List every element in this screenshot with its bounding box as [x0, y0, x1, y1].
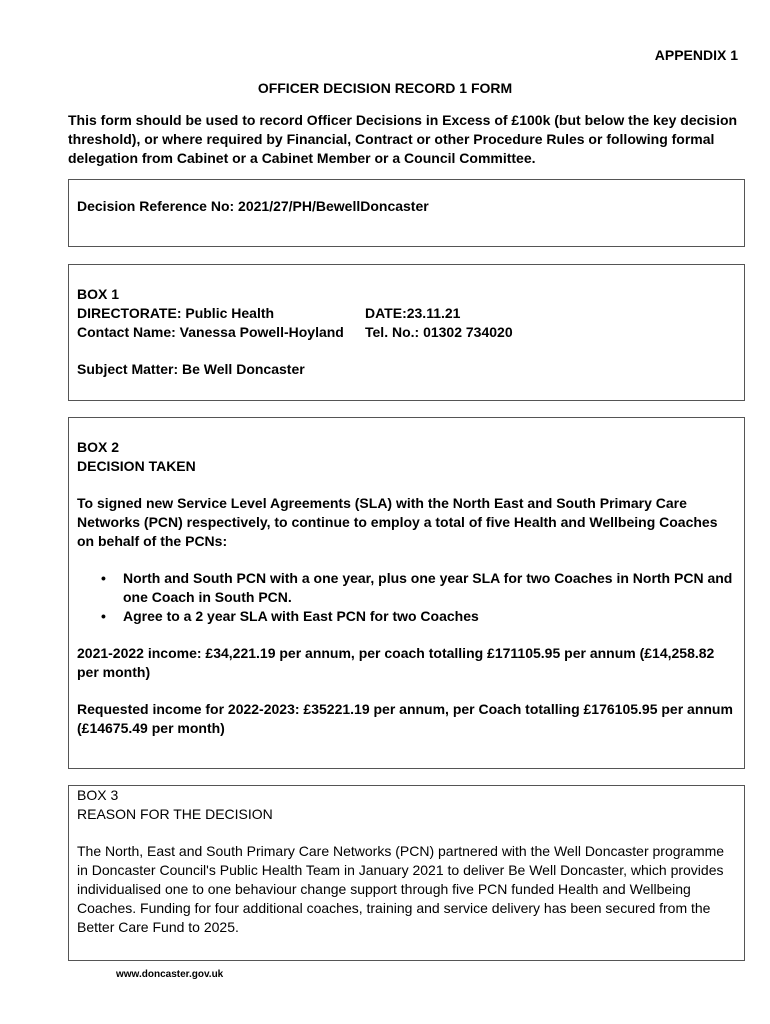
decision-date: DATE:23.11.21 [365, 305, 461, 321]
current-income: 2021-2022 income: £34,221.19 per annum, per coach totalling £171105.95 per annum (£14,258.82 per month) [77, 645, 715, 680]
decision-reference-box [68, 179, 745, 247]
requested-income: Requested income for 2022-2023: £35221.19 per annum, per Coach totalling £176105.95 per annum (£14675.49 per month) [77, 701, 733, 736]
decision-reference: Decision Reference No: 2021/27/PH/BewellDoncaster [77, 198, 429, 214]
decision-bullet-list [77, 569, 736, 626]
box-2 [68, 417, 745, 769]
appendix-label: APPENDIX 1 [654, 47, 738, 63]
box-2-subheading: DECISION TAKEN [77, 458, 196, 474]
box-1-heading: BOX 1 [77, 286, 120, 302]
intro-paragraph: This form should be used to record Officer Decisions in Excess of £100k (but below the key decision threshold), or where required by Financial, Contract or other Procedure Rules or following formal delegation from Cabinet or a Cabinet Member or a Council Committee. [68, 112, 738, 166]
telephone-number: Tel. No.: 01302 734020 [365, 324, 513, 340]
directorate: DIRECTORATE: Public Health [77, 305, 275, 321]
reason-paragraph: The North, East and South Primary Care Networks (PCN) partnered with the Well Doncaster programme in Doncaster Council's Public Health Team in January 2021 to deliver Be Well Doncaster, which provides individualised one to one behaviour change support through five PCN funded Health and Wellbeing Coaches. Funding for four additional coaches, training and service delivery has been secured from the Better Care Fund to 2025. [77, 843, 725, 935]
box-2-heading: BOX 2 [77, 439, 120, 455]
subject-matter: Subject Matter: Be Well Doncaster [77, 361, 305, 377]
footer-url: www.doncaster.gov.uk [116, 969, 224, 980]
list-item: • Agree to a 2 year SLA with East PCN for two Coaches [123, 607, 736, 626]
box-3-heading: BOX 3 [77, 787, 119, 803]
contact-name: Contact Name: Vanessa Powell-Hoyland [77, 324, 344, 340]
box-3-subheading: REASON FOR THE DECISION [77, 806, 273, 822]
list-item: • North and South PCN with a one year, plus one year SLA for two Coaches in North PCN and one Coach in South PCN. [123, 569, 736, 607]
box-3 [68, 785, 745, 961]
box-1 [68, 264, 745, 401]
decision-paragraph: To signed new Service Level Agreements (SLA) with the North East and South Primary Care Networks (PCN) respectively, to continue to employ a total of five Health and Wellbeing Coaches on behalf of the PCNs: [77, 495, 718, 549]
form-title: OFFICER DECISION RECORD 1 FORM [257, 80, 513, 96]
